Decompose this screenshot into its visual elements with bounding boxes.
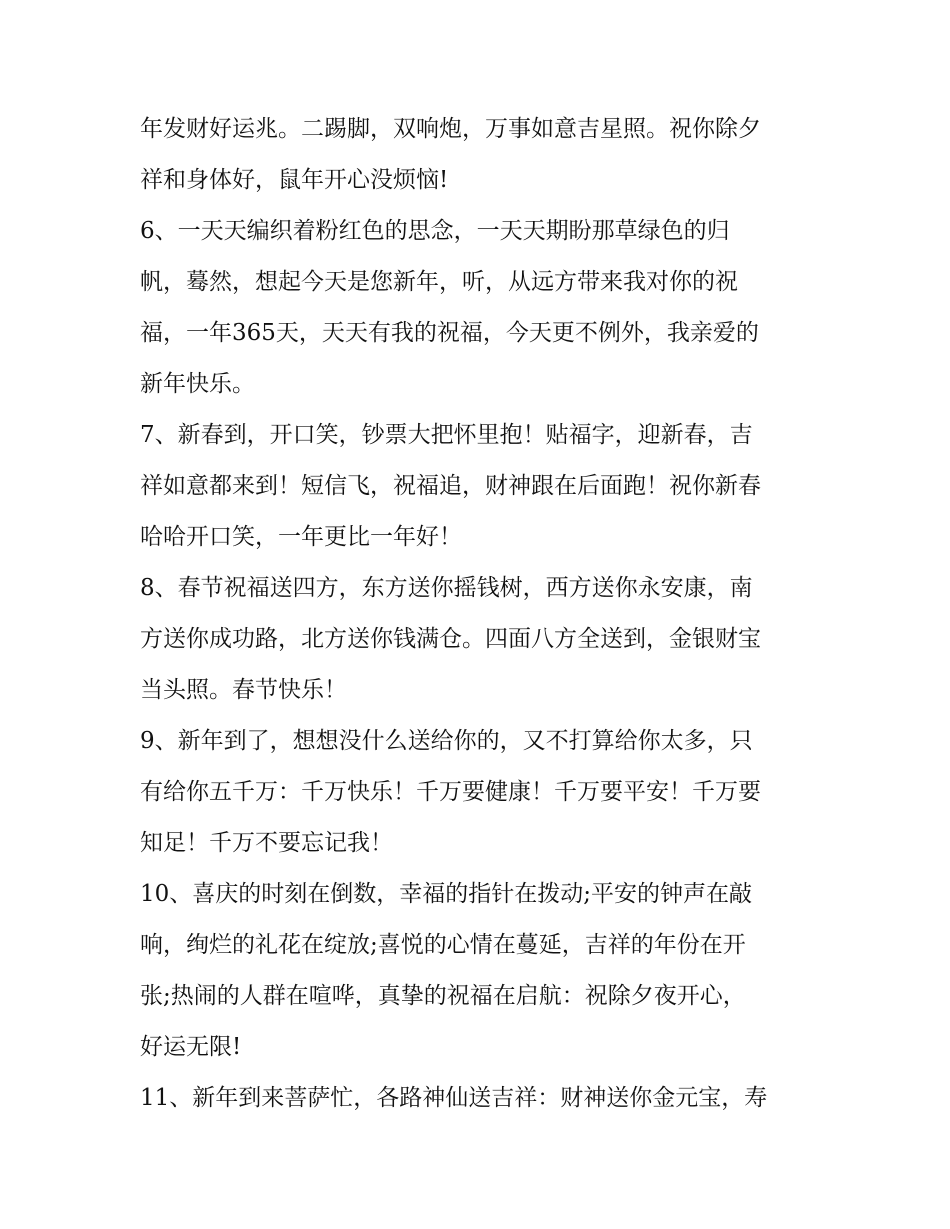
text-line: 哈哈开口笑，一年更比一年好！ [140,524,462,550]
text-line: 张;热闹的人群在喧哗，真挚的祝福在启航：祝除夕夜开心， [140,983,746,1009]
paragraph-10-line: 10、喜庆的时刻在倒数，幸福的指针在拨动;平安的钟声在敲 [140,881,753,907]
paragraph-9-line: 9、新年到了，想想没什么送给你的，又不打算给你太多，只 [140,728,753,754]
text-line: 响，绚烂的礼花在绽放;喜悦的心情在蔓延，吉祥的年份在开 [140,932,746,958]
text-line: 知足！千万不要忘记我！ [140,830,393,856]
paragraph-8-line: 8、春节祝福送四方，东方送你摇钱树，西方送你永安康，南 [140,575,753,601]
text-line: 方送你成功路，北方送你钱满仓。四面八方全送到，金银财宝 [140,626,761,652]
paragraph-6-line: 6、一天天编织着粉红色的思念，一天天期盼那草绿色的归 [140,218,730,244]
text-line: 帆，蓦然，想起今天是您新年，听，从远方带来我对你的祝 [140,269,738,295]
text-line: 好运无限! [140,1034,242,1060]
paragraph-7-line: 7、新春到，开口笑，钞票大把怀里抱！贴福字，迎新春，吉 [140,422,753,448]
text-line: 福，一年365天，天天有我的祝福，今天更不例外，我亲爱的 [140,320,759,346]
text-line: 年发财好运兆。二踢脚，双响炮，万事如意吉星照。祝你除夕 [140,116,761,142]
text-line: 当头照。春节快乐！ [140,677,347,703]
paragraph-11-line: 11、新年到来菩萨忙，各路神仙送吉祥：财神送你金元宝，寿 [140,1085,768,1111]
text-line: 祥和身体好，鼠年开心没烦恼! [140,167,449,193]
text-line: 祥如意都来到！短信飞，祝福追，财神跟在后面跑！祝你新春 [140,473,761,499]
text-line: 有给你五千万：千万快乐！千万要健康！千万要平安！千万要 [140,779,761,805]
text-line: 新年快乐。 [140,371,255,397]
document-body [140,104,820,1124]
